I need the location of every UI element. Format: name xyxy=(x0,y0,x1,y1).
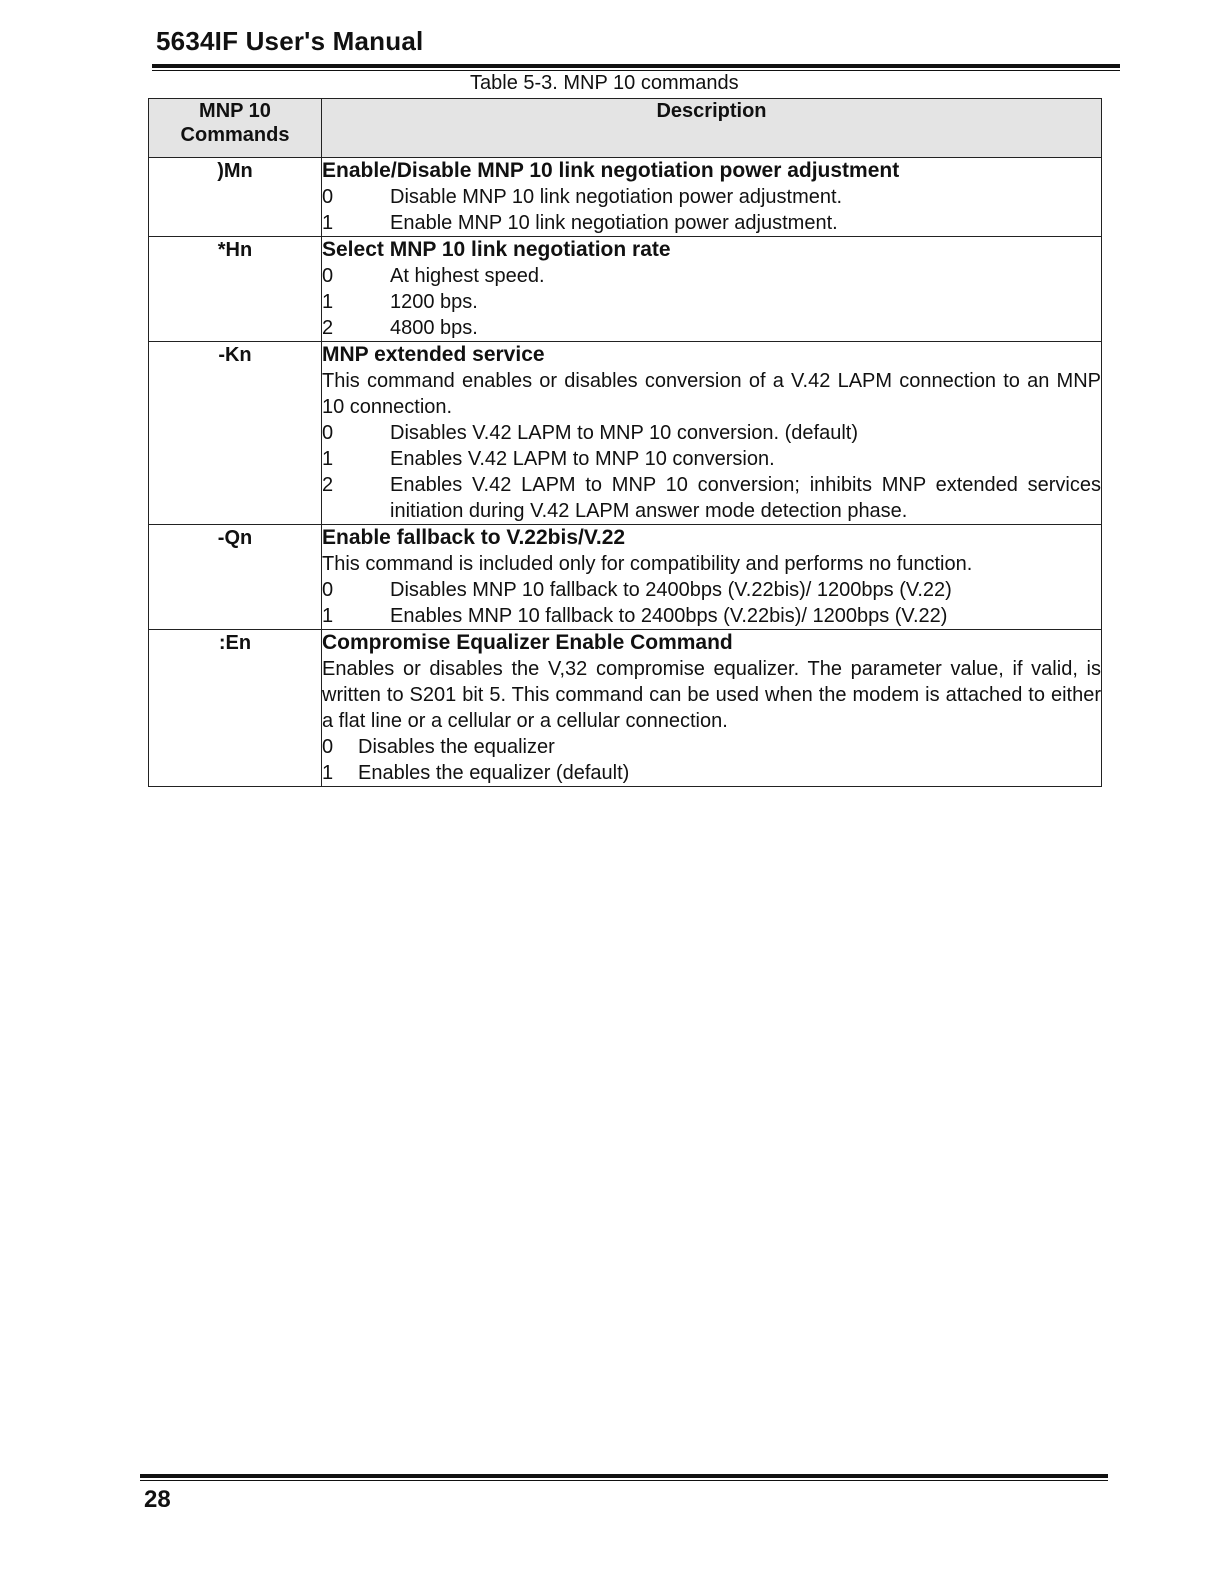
row-paragraph: This command enables or disables conversion of a V.42 LAPM connection to an MNP 10 connection. xyxy=(322,370,1101,418)
header-rule xyxy=(152,64,1120,71)
command-cell: :En xyxy=(149,630,322,787)
mnp10-commands-table xyxy=(148,98,1102,787)
description-cell xyxy=(322,525,1102,630)
option-item xyxy=(322,446,1101,472)
option-text: 1200 bps. xyxy=(390,291,478,313)
option-item xyxy=(322,734,1101,760)
option-key: 2 xyxy=(322,474,334,496)
command-cell: -Qn xyxy=(149,525,322,630)
command-cell: )Mn xyxy=(149,158,322,237)
option-key: 0 xyxy=(322,579,334,601)
row-title: Enable/Disable MNP 10 link negotiation power adjustment xyxy=(322,159,900,182)
option-key: 1 xyxy=(322,448,334,470)
description-cell xyxy=(322,342,1102,525)
row-paragraph: Enables or disables the V,32 compromise equalizer. The parameter value, if valid, is written to S201 bit 5. This command can be used when the modem is attached to either a flat line or a cellular or a cellular connection. xyxy=(322,658,1101,732)
option-item xyxy=(322,210,1101,236)
header-description: Description xyxy=(322,99,1102,158)
option-item xyxy=(322,760,1101,786)
footer-rule xyxy=(140,1474,1108,1481)
option-key: 0 xyxy=(322,422,334,444)
option-text: Enable MNP 10 link negotiation power adjustment. xyxy=(390,212,838,234)
option-text: Enables the equalizer (default) xyxy=(358,762,630,784)
option-item xyxy=(322,263,1101,289)
option-key: 0 xyxy=(322,736,334,758)
row-title: Compromise Equalizer Enable Command xyxy=(322,631,733,654)
table-header-row xyxy=(149,99,1102,158)
row-paragraph: This command is included only for compatibility and performs no function. xyxy=(322,553,973,575)
option-text: Disables the equalizer xyxy=(358,736,555,758)
description-cell xyxy=(322,630,1102,787)
option-text: 4800 bps. xyxy=(390,317,478,339)
table-row xyxy=(149,158,1102,237)
option-item xyxy=(322,577,1101,603)
description-cell xyxy=(322,158,1102,237)
command-cell: *Hn xyxy=(149,237,322,342)
page-header-title: 5634IF User's Manual xyxy=(156,26,424,56)
option-key: 1 xyxy=(322,212,334,234)
option-text: Disables MNP 10 fallback to 2400bps (V.22bis)/ 1200bps (V.22) xyxy=(390,579,952,601)
table-row xyxy=(149,525,1102,630)
table-row xyxy=(149,630,1102,787)
option-key: 1 xyxy=(322,291,334,313)
option-text: Enables V.42 LAPM to MNP 10 conversion. xyxy=(390,448,775,470)
option-key: 1 xyxy=(322,605,334,627)
command-cell: -Kn xyxy=(149,342,322,525)
page-number: 28 xyxy=(144,1486,171,1513)
option-item xyxy=(322,289,1101,315)
row-title: MNP extended service xyxy=(322,343,545,366)
option-text: Enables V.42 LAPM to MNP 10 conversion; inhibits MNP extended services initiation during V.42 LAPM answer mode detection phase. xyxy=(390,474,1101,522)
option-text: Disables V.42 LAPM to MNP 10 conversion. (default) xyxy=(390,422,859,444)
option-text: Disable MNP 10 link negotiation power adjustment. xyxy=(390,186,843,208)
option-text: At highest speed. xyxy=(390,265,545,287)
option-item xyxy=(322,603,1101,629)
option-key: 0 xyxy=(322,186,334,208)
description-cell xyxy=(322,237,1102,342)
option-item xyxy=(322,420,1101,446)
row-title: Select MNP 10 link negotiation rate xyxy=(322,238,671,261)
option-text: Enables MNP 10 fallback to 2400bps (V.22bis)/ 1200bps (V.22) xyxy=(390,605,948,627)
option-key: 0 xyxy=(322,265,334,287)
header-commands: MNP 10 Commands xyxy=(149,99,322,158)
table-row xyxy=(149,342,1102,525)
option-item xyxy=(322,184,1101,210)
option-key: 2 xyxy=(322,317,334,339)
row-title: Enable fallback to V.22bis/V.22 xyxy=(322,526,626,549)
option-item xyxy=(322,472,1101,524)
option-item xyxy=(322,315,1101,341)
option-key: 1 xyxy=(322,762,334,784)
table-caption: Table 5-3. MNP 10 commands xyxy=(470,72,739,94)
table-row xyxy=(149,237,1102,342)
